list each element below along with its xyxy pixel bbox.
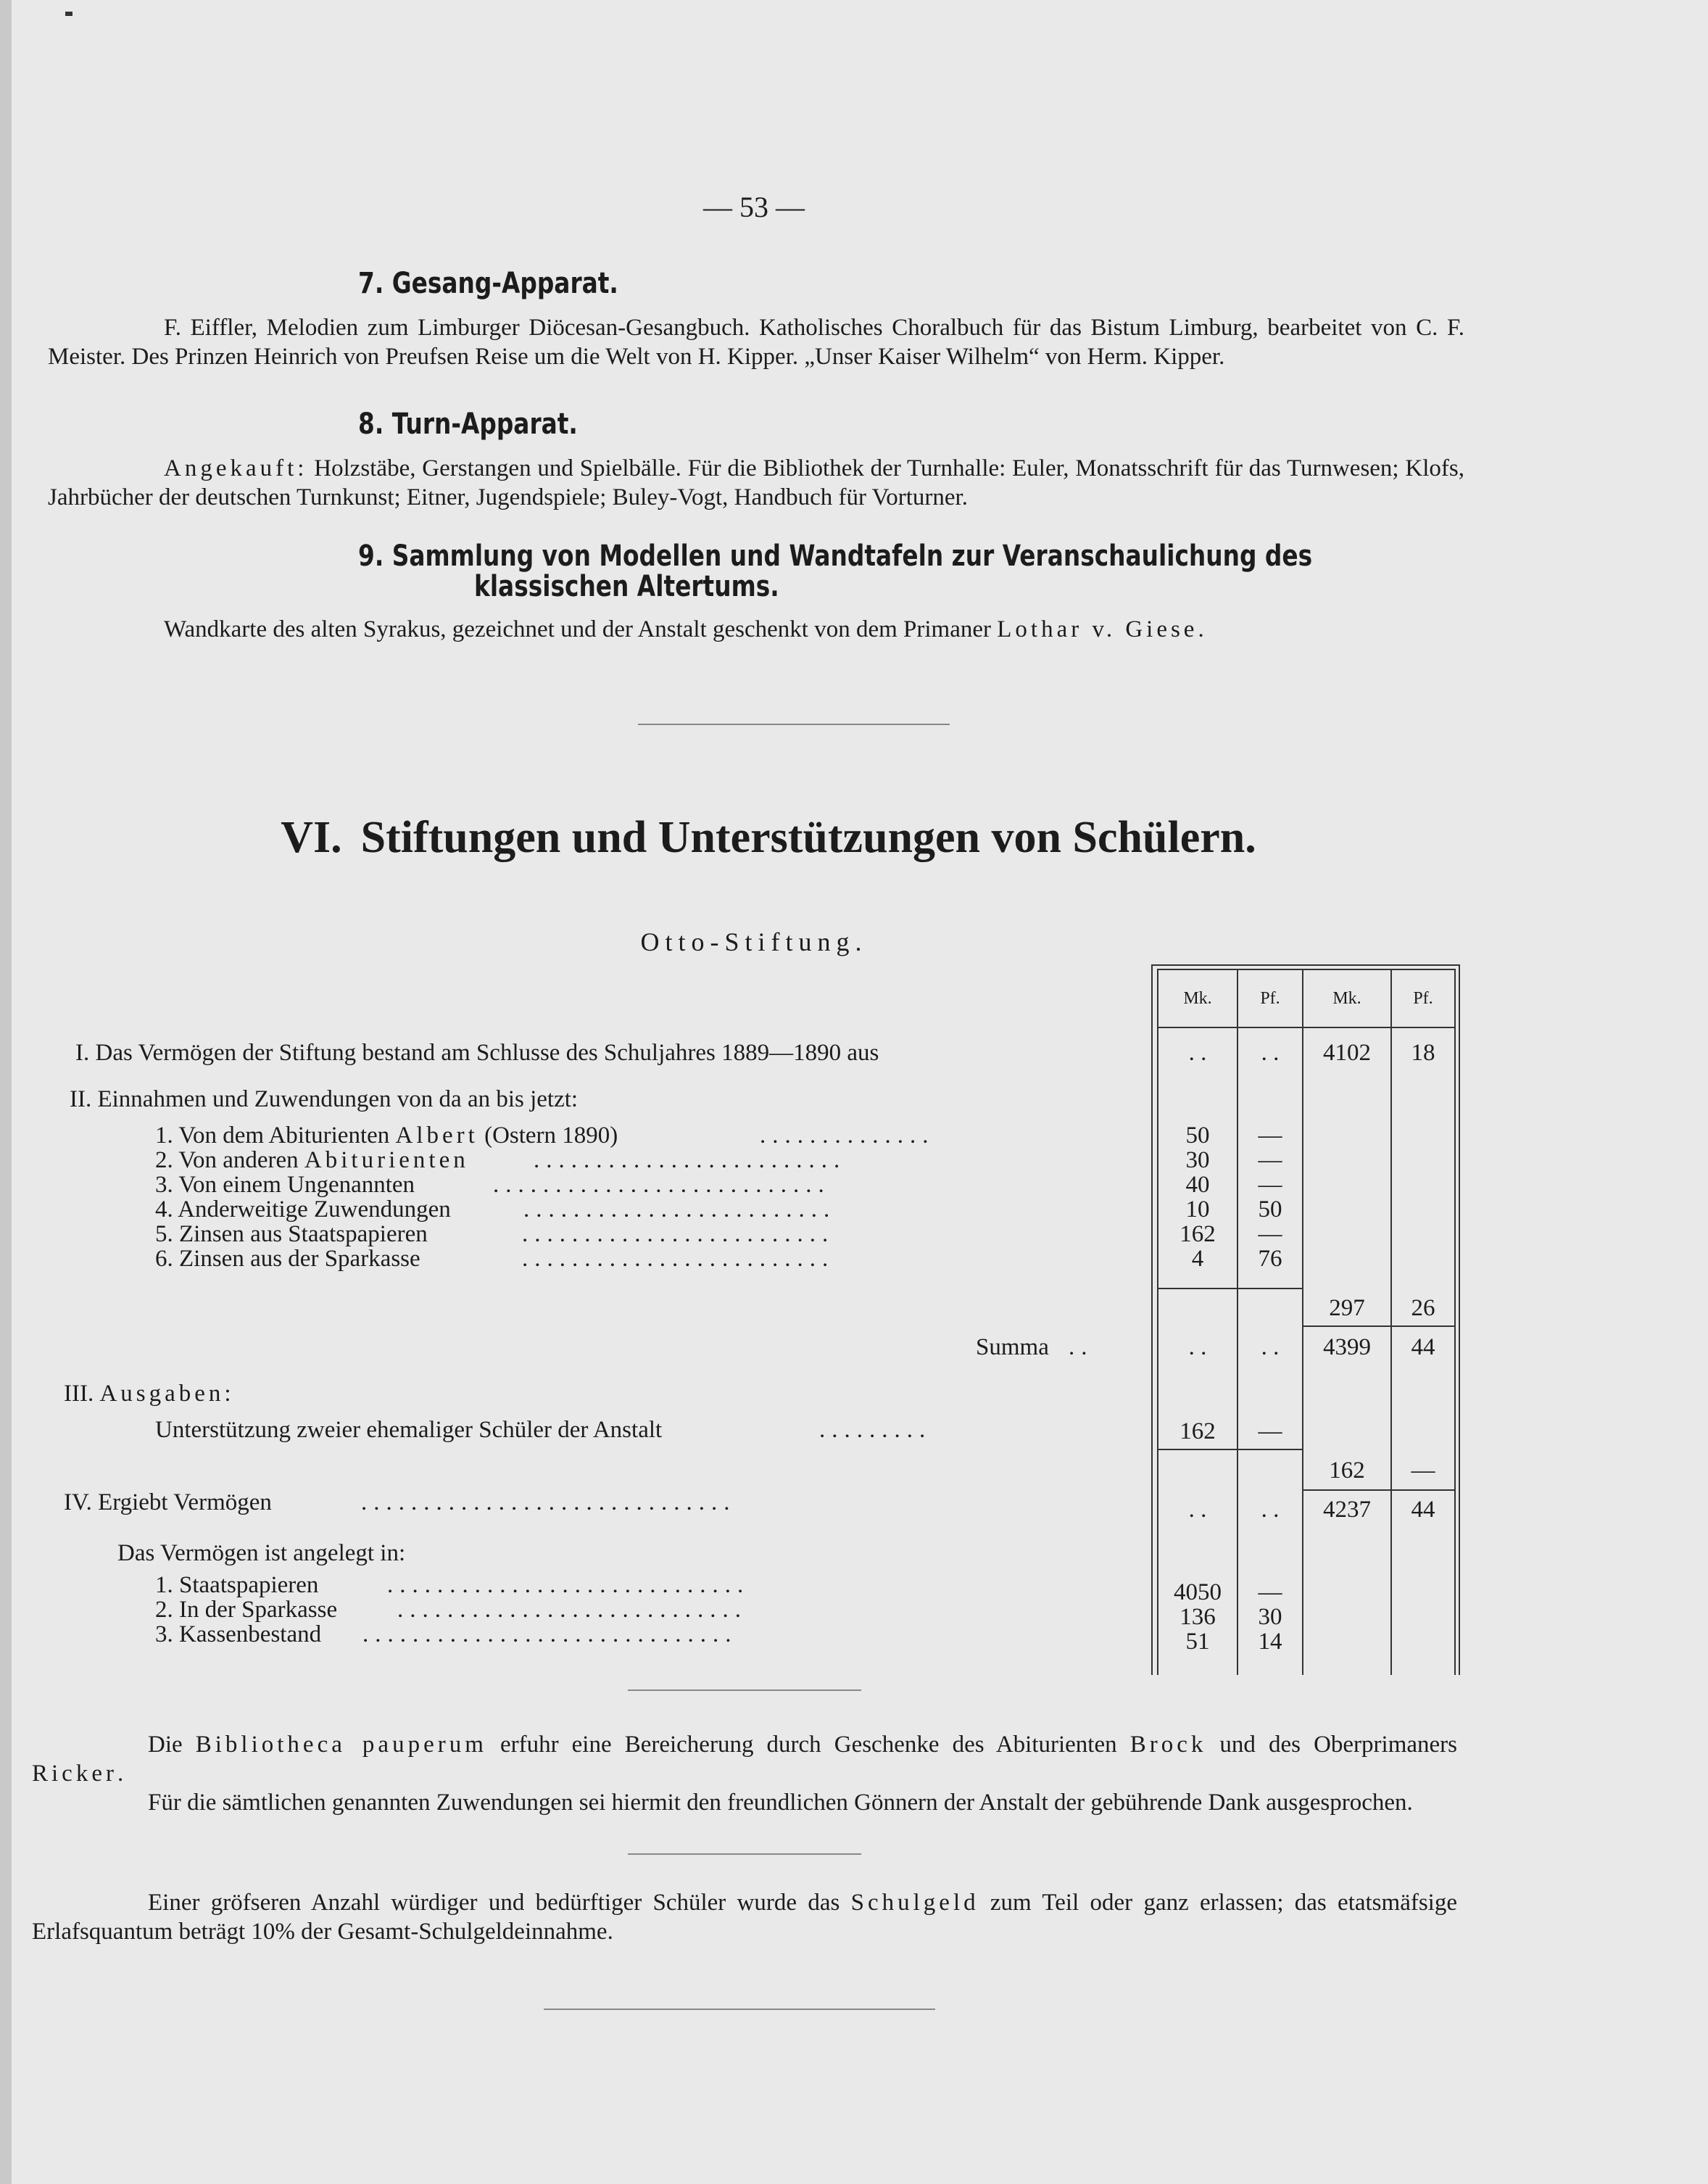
section-9-text-b: . <box>1198 616 1204 642</box>
section-9-text-a: Wandkarte des alten Syrakus, gezeichnet und der Anstalt geschenkt von dem Primaner <box>164 616 998 642</box>
income-item-4-mk: 10 <box>1185 1196 1210 1223</box>
dot-leader: ......................... <box>534 1147 847 1173</box>
row-1-label: I. Das Vermögen der Stiftung bestand am Schlusse des Schuljahres 1889—1890 aus <box>75 1040 879 1066</box>
section-8-heading: 8. Turn-Apparat. <box>358 408 578 441</box>
income-item-2-label: 2. Von anderen Abiturienten <box>155 1147 469 1173</box>
income-subtotal-pf: 26 <box>1411 1295 1435 1321</box>
table-border-right-outer <box>1459 964 1460 1675</box>
invest-item-3-pf: 14 <box>1258 1629 1282 1655</box>
dot-leader: ......... <box>819 1417 932 1443</box>
divider-rule <box>638 724 950 725</box>
row-4-pf1: . . <box>1261 1497 1280 1523</box>
chapter-title <box>196 812 1341 864</box>
dot-leader: ............................. <box>387 1572 750 1598</box>
income-item-3-mk: 40 <box>1185 1172 1210 1198</box>
summa-label: Summa <box>976 1334 1049 1360</box>
expense-item-mk: 162 <box>1180 1418 1216 1444</box>
income-subtotal-mk: 297 <box>1329 1295 1365 1321</box>
income-item-4-pf: 50 <box>1258 1196 1282 1223</box>
section-7-heading: 7. Gesang-Apparat. <box>358 267 618 300</box>
row-4-mk2: 4237 <box>1323 1497 1371 1523</box>
section-7-text <box>48 313 1464 371</box>
section-7-paragraph: F. Eiffler, Melodien zum Limburger Diöcesan-Gesangbuch. Katholisches Choralbuch für das Bistum Limburg, bearbeitet von C. F. Meister. Des Prinzen Heinrich von Preufsen Reise um die Welt von H. Kipper. „Unser Kaiser Wilhelm“ von Herm. Kipper. <box>48 315 1464 370</box>
invest-item-1-pf: — <box>1258 1579 1282 1605</box>
row-4-pf2: 44 <box>1411 1497 1435 1523</box>
col-header-mk1: Mk. <box>1183 989 1212 1008</box>
expense-item-pf: — <box>1258 1418 1282 1444</box>
divider-rule <box>628 1853 861 1855</box>
table-border-right <box>1454 969 1456 1675</box>
dot-leader: .............................. <box>362 1621 738 1647</box>
income-item-2-pf: — <box>1258 1147 1282 1173</box>
invest-item-3-label: 3. Kassenbestand <box>155 1621 322 1647</box>
col-header-pf1: Pf. <box>1260 989 1280 1008</box>
dot-leader: ......................... <box>522 1221 835 1247</box>
expense-item-label: Unterstützung zweier ehemaliger Schüler der Anstalt <box>155 1417 663 1443</box>
invest-item-2-label: 2. In der Sparkasse <box>155 1597 338 1623</box>
table-divider-mk2 <box>1302 969 1303 1675</box>
section-9-heading-line2: klassischen Altertums. <box>474 570 779 603</box>
dot-leader: ......................... <box>523 1196 837 1223</box>
table-border-top-inner <box>1157 969 1456 970</box>
income-item-3-pf: — <box>1258 1172 1282 1198</box>
dot-leader: ............................ <box>397 1597 747 1623</box>
table-header-rule <box>1157 1027 1456 1028</box>
page-edge-shadow <box>0 0 12 2184</box>
expense-total-mk: 162 <box>1329 1457 1365 1484</box>
income-item-4-label: 4. Anderweitige Zuwendungen <box>155 1196 451 1223</box>
foundation-title: Otto-Stiftung. <box>640 927 868 956</box>
table-summa-rule <box>1302 1325 1456 1327</box>
row-1-mk2: 4102 <box>1323 1040 1371 1066</box>
section-9-heading-line1: 9. Sammlung von Modellen und Wandtafeln zur Veranschaulichung des <box>358 539 1313 573</box>
chapter-number: VI. <box>281 813 342 862</box>
notes-library: Die Bibliotheca pauperum erfuhr eine Bereicherung durch Geschenke des Abiturienten Brock und des Oberprimaners Ricker. Für die sämtlichen genannten Zuwendungen sei hiermit den freundlichen Gönnern der Anstalt der gebührende Dank ausgesprochen. <box>32 1732 1457 1816</box>
table-border-left-inner <box>1157 969 1158 1675</box>
row-1-pf2: 18 <box>1411 1040 1435 1066</box>
invest-item-1-mk: 4050 <box>1174 1579 1222 1605</box>
col-header-pf2: Pf. <box>1413 989 1433 1008</box>
page-number: — 53 — <box>703 191 805 223</box>
income-item-1-mk: 50 <box>1185 1122 1210 1149</box>
dot-leader: .. <box>1069 1334 1094 1360</box>
income-item-1-pf: — <box>1258 1122 1282 1149</box>
section-9-text <box>48 615 1464 644</box>
row-4-mk1: . . <box>1188 1497 1207 1523</box>
invest-label: Das Vermögen ist angelegt in: <box>117 1540 406 1566</box>
income-item-6-mk: 4 <box>1191 1246 1204 1272</box>
summa-mk1: . . <box>1188 1334 1207 1360</box>
summa-pf2: 44 <box>1411 1334 1435 1360</box>
section-9-name: Lothar v. Giese <box>997 616 1198 642</box>
divider-rule <box>628 1689 861 1691</box>
table-expense-rule <box>1157 1449 1302 1450</box>
invest-item-2-mk: 136 <box>1180 1604 1216 1630</box>
col-header-mk2: Mk. <box>1332 989 1361 1008</box>
income-item-2-mk: 30 <box>1185 1147 1210 1173</box>
ink-mark <box>65 12 72 16</box>
summa-pf1: . . <box>1261 1334 1280 1360</box>
income-item-5-pf: — <box>1258 1221 1282 1247</box>
table-border-top <box>1151 964 1460 966</box>
invest-item-2-pf: 30 <box>1258 1604 1282 1630</box>
dot-leader: .............. <box>760 1122 935 1149</box>
income-item-6-label: 6. Zinsen aus der Sparkasse <box>155 1246 420 1272</box>
expense-total-pf: — <box>1411 1457 1435 1484</box>
row-1-pf1: . . <box>1261 1040 1280 1066</box>
notes-thanks: Für die sämtlichen genannten Zuwendungen sei hiermit den freundlichen Gönnern der Anstalt der gebührende Dank ausgesprochen. <box>148 1790 1413 1816</box>
table-income-rule <box>1157 1288 1302 1289</box>
section-8-lead: Angekauft: <box>164 455 308 481</box>
dot-leader: ........................... <box>493 1172 831 1198</box>
income-item-5-label: 5. Zinsen aus Staatspapieren <box>155 1221 428 1247</box>
summa-mk2: 4399 <box>1323 1334 1371 1360</box>
chapter-title-text: Stiftungen und Unterstützungen von Schülern. <box>360 813 1256 862</box>
table-border-left <box>1151 964 1153 1675</box>
income-item-6-pf: 76 <box>1258 1246 1282 1272</box>
invest-item-3-mk: 51 <box>1185 1629 1210 1655</box>
table-divider-pf2 <box>1390 969 1392 1675</box>
income-item-5-mk: 162 <box>1180 1221 1216 1247</box>
row-3-label: III. Ausgaben: <box>64 1381 235 1407</box>
invest-item-1-label: 1. Staatspapieren <box>155 1572 319 1598</box>
income-item-1-label: 1. Von dem Abiturienten Albert (Ostern 1890) <box>155 1122 618 1149</box>
income-item-3-label: 3. Von einem Ungenannten <box>155 1172 415 1198</box>
divider-rule <box>544 2009 935 2010</box>
section-8-paragraph: Holzstäbe, Gerstangen und Spielbälle. Für die Bibliothek der Turnhalle: Euler, Monatsschrift für das Turnwesen; Klofs, Jahrbücher der deutschen Turnkunst; Eitner, Jugendspiele; Buley-Vogt, Handbuch für Vorturner. <box>48 455 1464 510</box>
section-8-text <box>48 454 1464 512</box>
dot-leader: ......................... <box>522 1246 835 1272</box>
row-2-label: II. Einnahmen und Zuwendungen von da an bis jetzt: <box>70 1086 579 1112</box>
row-4-label: IV. Ergiebt Vermögen <box>64 1489 272 1515</box>
table-balance-rule <box>1302 1489 1456 1491</box>
row-1-mk1: . . <box>1188 1040 1207 1066</box>
table-divider-pf1 <box>1237 969 1238 1675</box>
notes-school-fees: Einer gröfseren Anzahl würdiger und bedürftiger Schüler wurde das Schulgeld zum Teil oder ganz erlassen; das etatsmäfsige Erlafsquantum beträgt 10% der Gesamt-Schulgeldeinnahme. <box>32 1890 1457 1945</box>
dot-leader: .............................. <box>361 1489 737 1515</box>
